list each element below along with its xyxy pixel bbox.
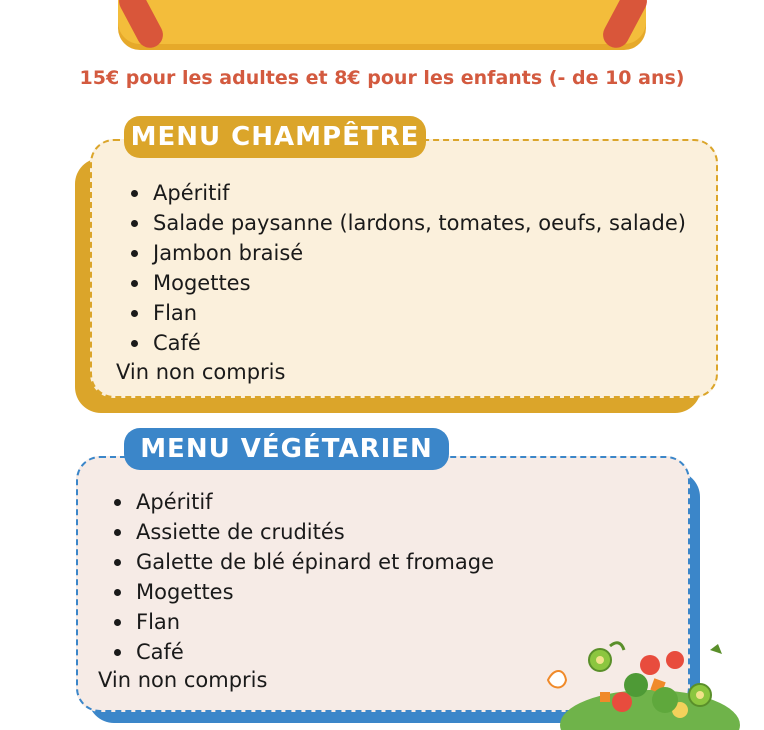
menu-champetre-list xyxy=(131,178,686,358)
top-banner xyxy=(118,0,646,44)
list-item: Flan xyxy=(114,607,494,637)
list-item: Salade paysanne (lardons, tomates, oeufs, salade) xyxy=(131,208,686,238)
list-item: Café xyxy=(114,637,494,667)
list-item: Café xyxy=(131,328,686,358)
menu-vegetarien-title: MENU VÉGÉTARIEN xyxy=(124,428,449,470)
menu-champetre-note: Vin non compris xyxy=(116,360,286,384)
list-item: Apéritif xyxy=(114,487,494,517)
list-item: Mogettes xyxy=(131,268,686,298)
list-item: Galette de blé épinard et fromage xyxy=(114,547,494,577)
list-item: Flan xyxy=(131,298,686,328)
list-item: Mogettes xyxy=(114,577,494,607)
menu-vegetarien-list xyxy=(114,487,494,667)
salad-bowl-illustration xyxy=(540,640,740,730)
price-info: 15€ pour les adultes et 8€ pour les enfants (- de 10 ans) xyxy=(79,67,685,89)
list-item: Apéritif xyxy=(131,178,686,208)
list-item: Jambon braisé xyxy=(131,238,686,268)
list-item: Assiette de crudités xyxy=(114,517,494,547)
menu-vegetarien-note: Vin non compris xyxy=(98,668,268,692)
menu-champetre-title: MENU CHAMPÊTRE xyxy=(124,116,426,158)
